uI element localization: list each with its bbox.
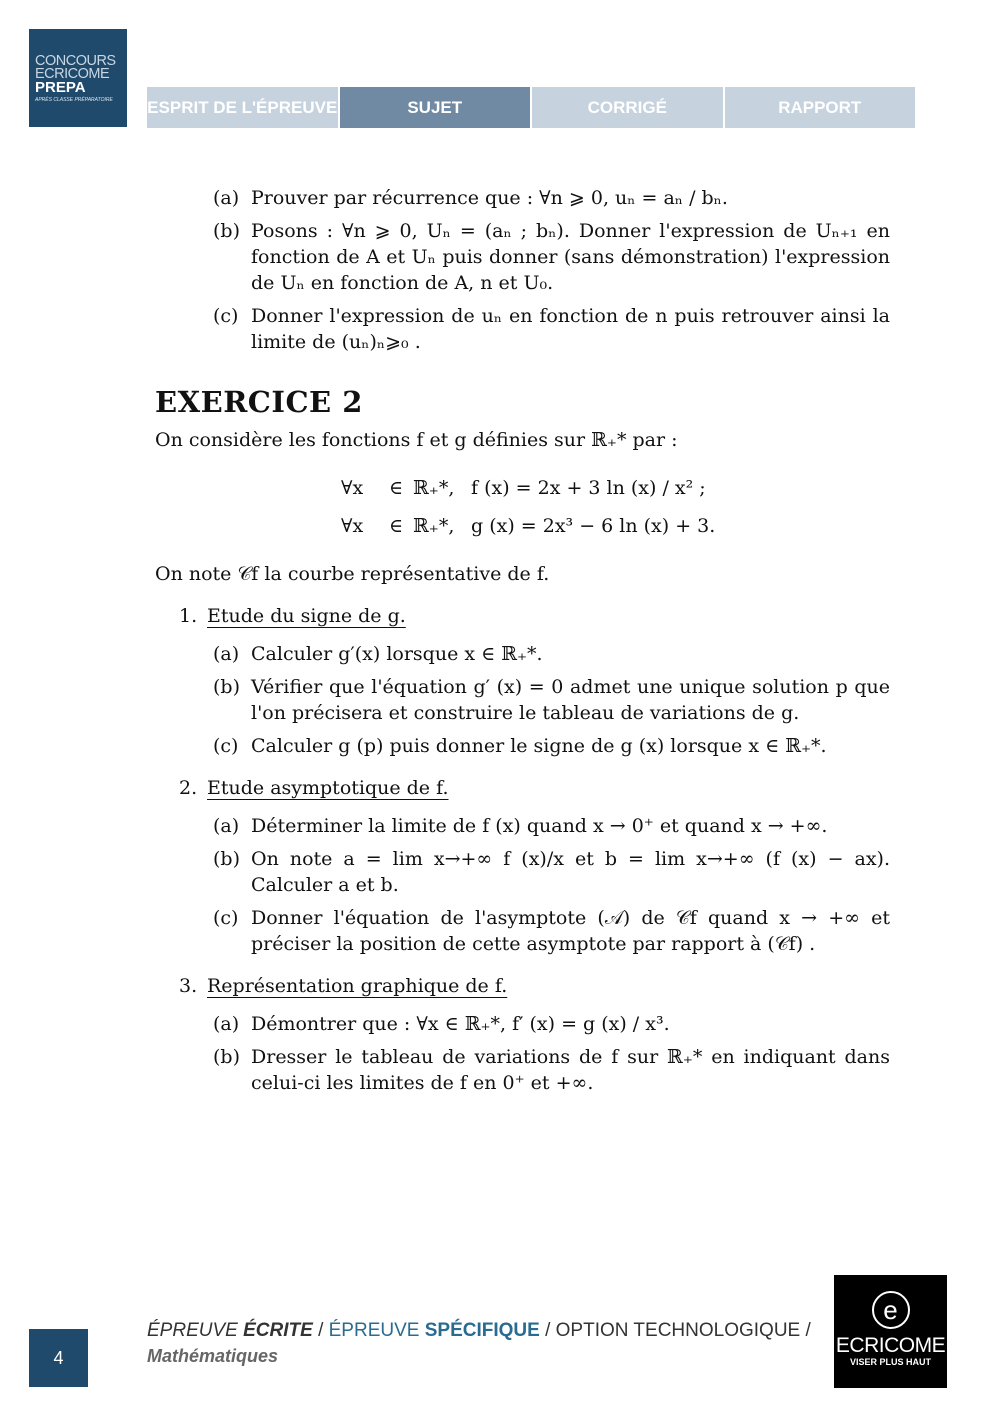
- exercise-intro: On considère les fonctions f et g définies sur ℝ₊* par :: [155, 429, 678, 451]
- definition-block: [341, 469, 890, 545]
- logo-line-ecricome: ECRICOME: [35, 66, 110, 82]
- concours-logo: [29, 29, 127, 127]
- list-item: (a) Déterminer la limite de f (x) quand x → 0⁺ et quand x → +∞.: [213, 815, 828, 837]
- footer-caption: [147, 1320, 811, 1367]
- ecricome-e-icon: e: [872, 1291, 910, 1329]
- list-item: (a) Démontrer que : ∀x ∈ ℝ₊*, f′ (x) = g (x) / x³.: [213, 1013, 670, 1035]
- tab-corrige[interactable]: CORRIGÉ: [532, 87, 723, 128]
- question-heading: 3. Représentation graphique de f.: [179, 975, 508, 997]
- list-item: (c) Calculer g (p) puis donner le signe de g (x) lorsque x ∈ ℝ₊*.: [213, 735, 827, 757]
- tab-sujet[interactable]: SUJET: [340, 87, 531, 128]
- page-number: 4: [29, 1329, 88, 1387]
- formula-row: ∀x ∈ ℝ₊*, g (x) = 2x³ − 6 ln (x) + 3.: [341, 515, 716, 537]
- page-content: [155, 185, 890, 1103]
- tab-esprit[interactable]: ESPRIT DE L'ÉPREUVE: [147, 87, 338, 128]
- list-item: (a) Prouver par récurrence que : ∀n ⩾ 0, uₙ = aₙ / bₙ.: [213, 187, 728, 209]
- question-heading: 1. Etude du signe de g.: [179, 605, 406, 627]
- logo-line-apres: APRÈS CLASSE PRÉPARATOIRE: [35, 97, 113, 103]
- ecricome-brand-logo: [834, 1275, 947, 1388]
- formula-row: ∀x ∈ ℝ₊*, f (x) = 2x + 3 ln (x) / x² ;: [341, 477, 706, 499]
- tab-rapport[interactable]: RAPPORT: [725, 87, 916, 128]
- curve-note: On note 𝒞f la courbe représentative de f.: [155, 563, 550, 585]
- list-item: (a) Calculer g′(x) lorsque x ∈ ℝ₊*.: [213, 643, 543, 665]
- list-item: (b) Dresser le tableau de variations de f sur ℝ₊* en indiquant dans celui-ci les limites de f en 0⁺ et +∞.: [213, 1046, 890, 1094]
- logo-line-concours: CONCOURS: [35, 53, 116, 69]
- exam-type: ÉPREUVE ÉCRITE / ÉPREUVE SPÉCIFIQUE / OPTION TECHNOLOGIQUE /: [147, 1320, 811, 1341]
- question-heading: 2. Etude asymptotique de f.: [179, 777, 449, 799]
- logo-line-prepa: PREPA: [35, 79, 86, 96]
- brand-name: ECRICOME: [835, 1334, 946, 1357]
- list-item: (b) Posons : ∀n ⩾ 0, Uₙ = (aₙ ; bₙ). Donner l'expression de Uₙ₊₁ en fonction de A et Uₙ puis donner (sans démonstration) l'expression de Uₙ en fonction de A, n et U₀.: [213, 220, 890, 294]
- list-item: (c) Donner l'équation de l'asymptote (𝒜) de 𝒞f quand x → +∞ et préciser la position de cette asymptote par rapport à (𝒞f) .: [213, 907, 890, 955]
- subject-name: Mathématiques: [147, 1346, 279, 1366]
- list-item: (b) Vérifier que l'équation g′ (x) = 0 admet une unique solution p que l'on précisera et construire le tableau de variations de g.: [213, 676, 890, 724]
- list-item: (c) Donner l'expression de uₙ en fonction de n puis retrouver ainsi la limite de (uₙ)ₙ⩾₀ .: [213, 305, 890, 353]
- section-tabs: [147, 87, 915, 128]
- brand-tagline: VISER PLUS HAUT: [849, 1357, 931, 1367]
- list-item: (b) On note a = lim x→+∞ f (x)/x et b = lim x→+∞ (f (x) − ax). Calculer a et b.: [213, 848, 890, 896]
- exercise-title: EXERCICE 2: [155, 385, 363, 419]
